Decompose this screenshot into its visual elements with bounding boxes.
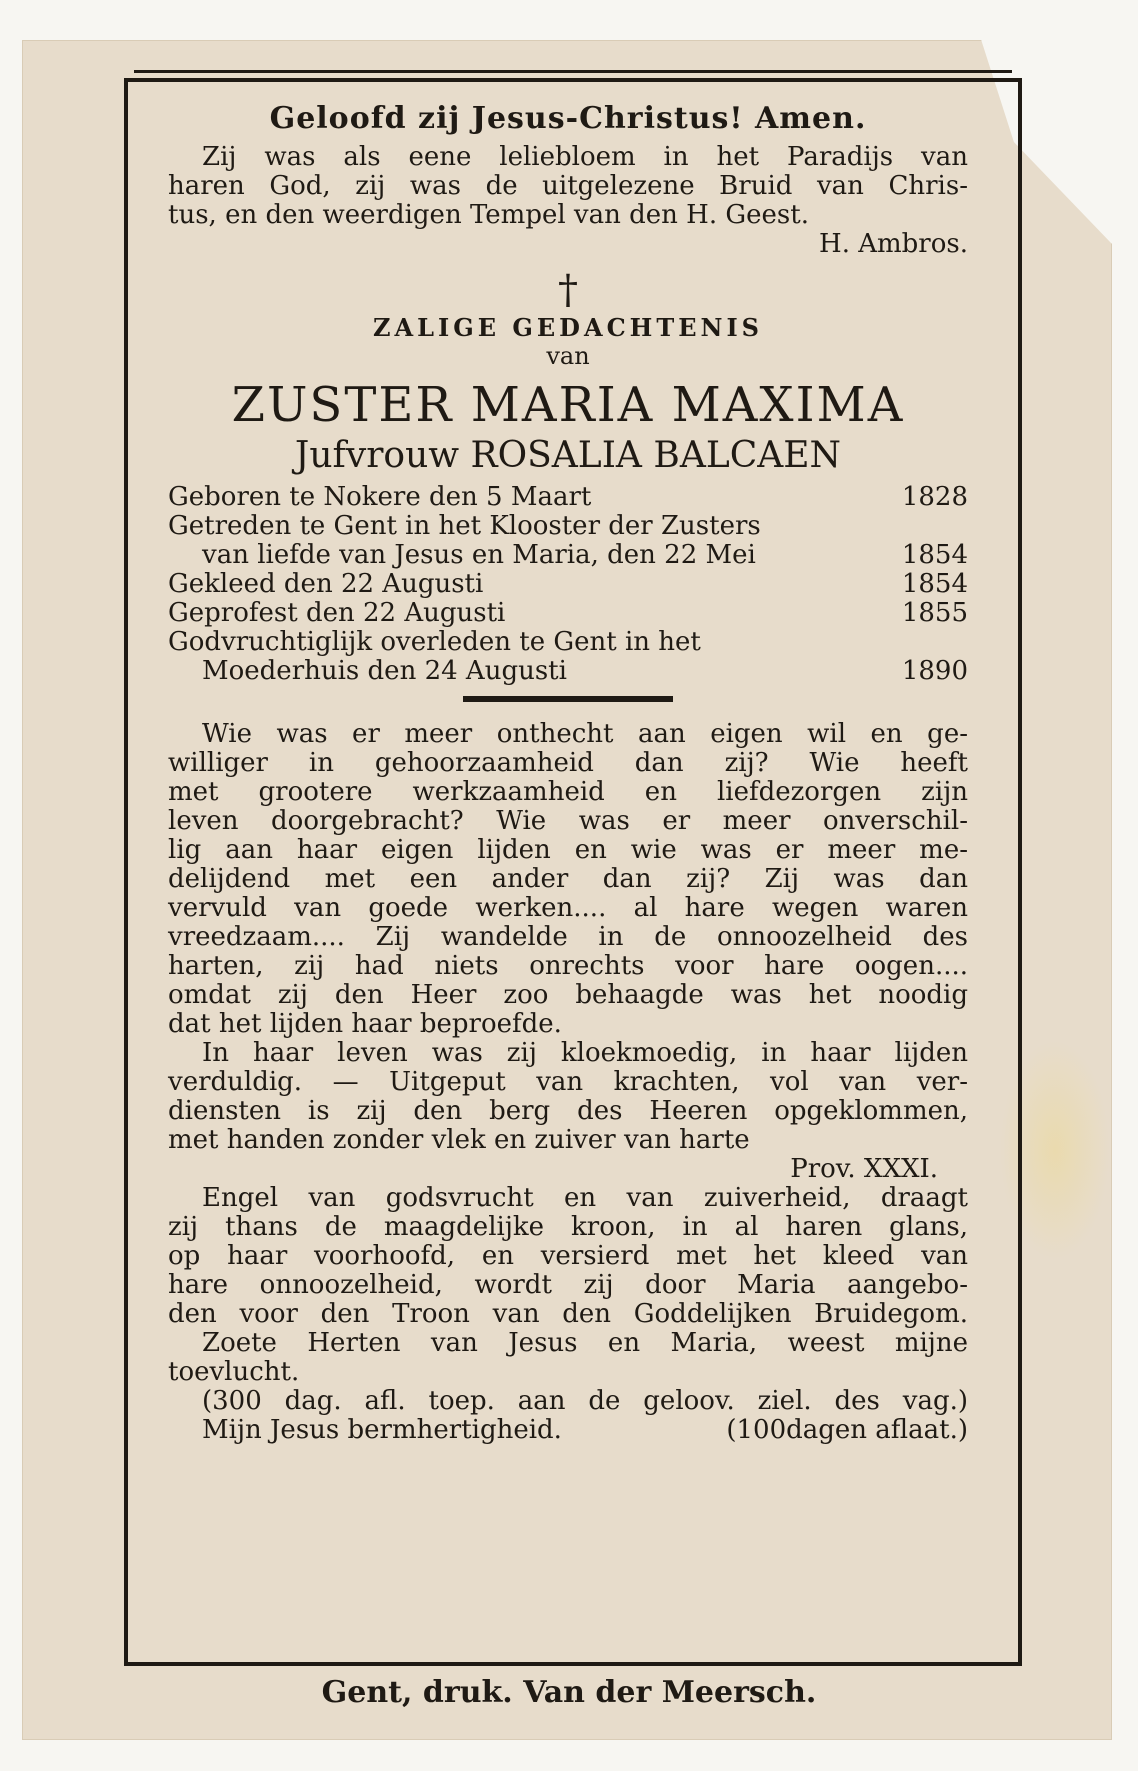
cross-icon: †	[558, 267, 578, 313]
quote-block	[168, 143, 968, 259]
date-year: 1855	[901, 598, 968, 628]
date-row	[168, 628, 968, 657]
body-paragraph-2	[168, 1039, 968, 1184]
date-year: 1854	[901, 569, 968, 599]
card-header: Geloofd zij Jesus-Christus! Amen.	[269, 101, 867, 136]
memorial-van: van	[546, 342, 590, 370]
body-line: met handen zonder vlek en zuiver van harte	[168, 1125, 750, 1155]
date-row	[168, 483, 968, 512]
body-line: lig aan haar eigen lijden en wie was er meer me-	[168, 835, 968, 865]
date-year: 1890	[901, 656, 968, 686]
scripture-source: Prov. XXXI.	[790, 1154, 938, 1184]
body-line: williger in gehoorzaamheid dan zij? Wie heeft	[168, 748, 968, 778]
deceased-name: ZUSTER MARIA MAXIMA	[231, 377, 905, 433]
section-divider	[463, 696, 673, 702]
body-line: met grootere werkzaamheid en liefdezorgen zijn	[168, 777, 968, 807]
body-line: Zoete Herten van Jesus en Maria, weest mijne	[202, 1328, 968, 1358]
date-row	[168, 657, 968, 686]
body-paragraph-4	[168, 1329, 968, 1387]
body-line: vreedzaam.... Zij wandelde in de onnoozelheid des	[168, 922, 968, 952]
date-text: Getreden te Gent in het Klooster der Zusters	[168, 511, 761, 541]
body-line: omdat zij den Heer zoo behaagde was het noodig	[168, 980, 968, 1010]
body-line: den voor den Troon van den Goddelijken Bruidegom.	[168, 1299, 968, 1329]
date-row	[168, 599, 968, 628]
body-paragraph-1	[168, 720, 968, 1039]
printer-credit: Gent, druk. Van der Meersch.	[321, 1675, 817, 1710]
date-year: 1854	[901, 540, 968, 570]
body-line: Engel van godsvrucht en van zuiverheid, draagt	[202, 1183, 968, 1213]
quote-line: Zij was als eene leliebloem in het Paradijs van	[202, 142, 968, 172]
body-line: dat het lijden haar beproefde.	[168, 1009, 562, 1039]
date-text: Geprofest den 22 Augusti	[168, 598, 506, 628]
body-line: verduldig. — Uitgeput van krachten, vol van ver-	[168, 1067, 968, 1097]
body-line: diensten is zij den berg des Heeren opgeklommen,	[168, 1096, 968, 1126]
date-text: Geboren te Nokere den 5 Maart	[168, 482, 592, 512]
body-line: op haar voorhoofd, en versierd met het kleed van	[168, 1241, 968, 1271]
body-paragraph-3	[168, 1184, 968, 1329]
body-line: delijdend met een ander dan zij? Zij was dan	[168, 864, 968, 894]
body-line: vervuld van goede werken.... al hare wegen waren	[168, 893, 968, 923]
body-line: harten, zij had niets onrechts voor hare oogen....	[168, 951, 968, 981]
date-row	[168, 512, 968, 541]
indulgence-row	[168, 1416, 968, 1445]
body-line: Wie was er meer onthecht aan eigen wil en ge-	[202, 719, 968, 749]
body-line: toevlucht.	[168, 1357, 300, 1387]
civil-name: Jufvrouw ROSALIA BALCAEN	[294, 435, 842, 476]
body-line: In haar leven was zij kloekmoedig, in haar lijden	[202, 1038, 968, 1068]
date-row	[168, 570, 968, 599]
date-text: Gekleed den 22 Augusti	[168, 569, 484, 599]
card-content	[168, 101, 968, 1445]
body-line: zij thans de maagdelijke kroon, in al haren glans,	[168, 1212, 968, 1242]
quote-line: tus, en den weerdigen Tempel van den H. Geest.	[168, 200, 809, 230]
quote-source: H. Ambros.	[819, 229, 968, 259]
date-text: Moederhuis den 24 Augusti	[202, 656, 567, 686]
date-row	[168, 541, 968, 570]
quote-line: haren God, zij was de uitgelezene Bruid van Chris-	[168, 171, 968, 201]
date-year: 1828	[901, 482, 968, 512]
date-text: van liefde van Jesus en Maria, den 22 Mei	[202, 540, 756, 570]
body-line: hare onnoozelheid, wordt zij door Maria aangebo-	[168, 1270, 968, 1300]
indulgence-note: (300 dag. afl. toep. aan de geloov. ziel. des vag.)	[202, 1386, 968, 1416]
invocation: Mijn Jesus bermhertigheid.	[202, 1415, 562, 1445]
indulgence-note: (100dagen aflaat.)	[726, 1415, 968, 1445]
memorial-title: ZALIGE GEDACHTENIS	[372, 313, 764, 342]
life-dates	[168, 483, 968, 686]
body-line: leven doorgebracht? Wie was er meer onverschil-	[168, 806, 968, 836]
date-text: Godvruchtiglijk overleden te Gent in het	[168, 627, 701, 657]
